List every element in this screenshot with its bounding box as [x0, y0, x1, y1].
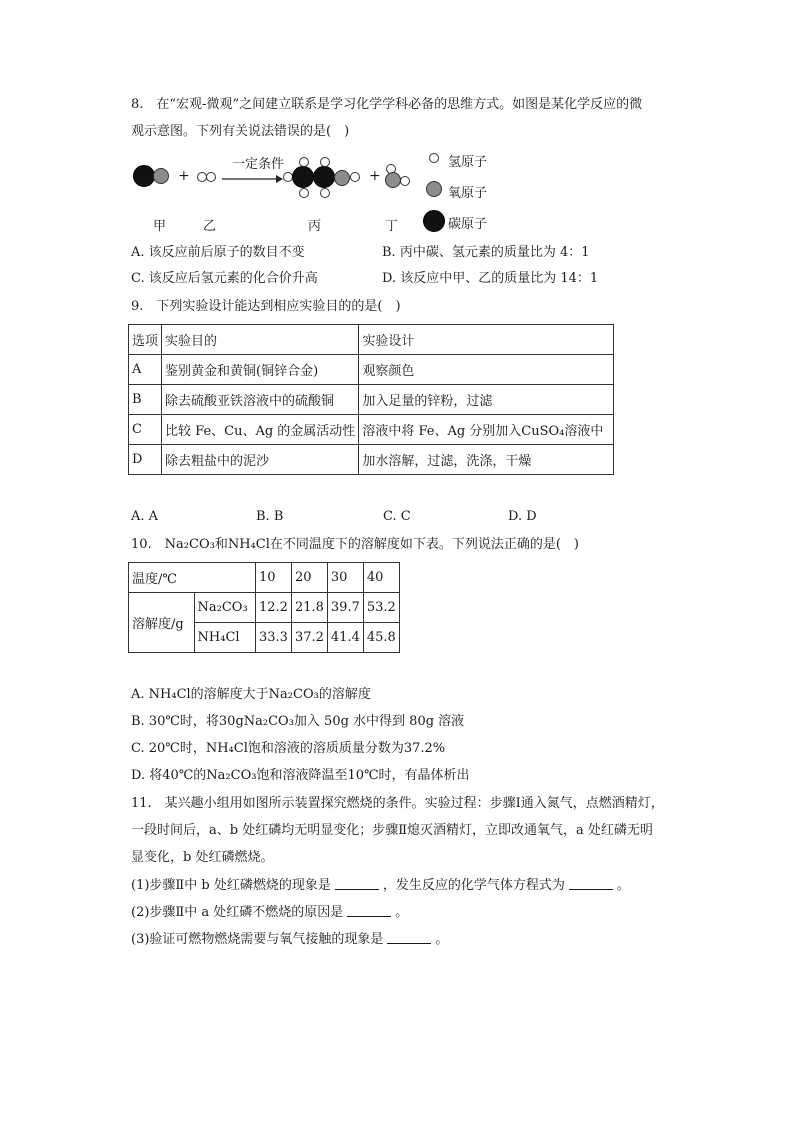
plus-sign: + [369, 168, 381, 184]
table-cell: 加水溶解，过滤，洗涤，干燥 [359, 445, 614, 475]
table-cell: 37.2 [291, 623, 327, 653]
q8-option-c: C. 该反应后氢元素的化合价升高 [131, 271, 318, 286]
hydrogen-atom [299, 157, 309, 167]
legend-oxygen: 氧原子 [448, 186, 488, 201]
table-cell: 41.4 [327, 623, 363, 653]
hydrogen-atom [206, 172, 216, 182]
carbon-atom [292, 166, 314, 188]
carbon-legend-icon [423, 210, 445, 232]
label-yi: 乙 [203, 219, 217, 234]
table-cell: C [129, 415, 162, 445]
table-cell: Na₂CO₃ [194, 593, 255, 623]
plus-sign: + [178, 168, 190, 184]
table-cell: NH₄Cl [194, 623, 255, 653]
oxygen-atom [385, 172, 401, 188]
answer-blank[interactable] [569, 878, 613, 890]
hydrogen-atom [320, 188, 330, 198]
table-cell: 溶液中将 Fe、Ag 分别加入CuSO₄溶液中 [359, 415, 614, 445]
q9-option-a: A. A [131, 509, 159, 524]
q11-part2-text-b: 。 [395, 905, 409, 920]
q11-part1-text-a: (1)步骤Ⅱ中 b 处红磷燃烧的现象是 [131, 878, 331, 893]
table-header-cell: 实验设计 [359, 325, 614, 355]
table-cell: 加入足量的锌粉，过滤 [359, 385, 614, 415]
q8-option-a: A. 该反应前后原子的数目不变 [131, 245, 305, 260]
table-header-cell: 30 [327, 563, 363, 593]
reaction-arrow-icon [222, 174, 284, 184]
hydrogen-atom [320, 157, 330, 167]
carbon-atom [313, 166, 335, 188]
table-cell: 除去硫酸亚铁溶液中的硫酸铜 [162, 385, 359, 415]
q9-stem: 9. 下列实验设计能达到相应实验目的的是( ) [131, 299, 401, 314]
hydrogen-atom [299, 188, 309, 198]
table-header-cell: 10 [256, 563, 292, 593]
answer-blank[interactable] [347, 905, 391, 917]
q10-option-c: C. 20℃时，NH₄Cl饱和溶液的溶质质量分数为37.2% [131, 741, 446, 756]
table-row [129, 385, 614, 415]
table-cell: A [129, 355, 162, 385]
hydrogen-atom [400, 176, 410, 186]
q11-part1-text-c: 。 [616, 878, 630, 893]
q11-part2-text-a: (2)步骤Ⅱ中 a 处红磷不燃烧的原因是 [131, 905, 344, 920]
oxygen-atom [153, 168, 169, 184]
table-cell: 33.3 [256, 623, 292, 653]
hydrogen-legend-icon [429, 153, 439, 163]
q11-part1 [131, 878, 630, 894]
table-cell: 12.2 [256, 593, 292, 623]
q11-stem-line1: 11. 某兴趣小组用如图所示装置探究燃烧的条件。实验过程：步骤Ⅰ通入氮气，点燃酒精灯， [131, 796, 664, 811]
legend-carbon: 碳原子 [448, 217, 488, 232]
q8-stem-line1: 8. 在“宏观-微观”之间建立联系是学习化学学科必备的思维方式。如图是某化学反应的微 [131, 97, 643, 112]
table-cell: 观察颜色 [359, 355, 614, 385]
table-cell: 除去粗盐中的泥沙 [162, 445, 359, 475]
legend-hydrogen: 氢原子 [448, 155, 488, 170]
table-row [129, 355, 614, 385]
table-row [129, 593, 400, 623]
table-cell: 21.8 [291, 593, 327, 623]
q11-stem-line2: 一段时间后，a、b 处红磷均无明显变化；步骤Ⅱ熄灭酒精灯，立即改通氧气，a 处红磷无明 [131, 823, 653, 838]
q11-stem-line3: 显变化，b 处红磷燃烧。 [131, 850, 274, 865]
oxygen-legend-icon [426, 181, 442, 197]
q9-option-b: B. B [256, 509, 284, 524]
reaction-condition: 一定条件 [232, 157, 285, 172]
table-header-row [129, 325, 614, 355]
q9-option-d: D. D [508, 509, 537, 524]
table-header-cell: 实验目的 [162, 325, 359, 355]
q8-option-d: D. 该反应中甲、乙的质量比为 14：1 [382, 271, 599, 286]
hydrogen-atom [350, 172, 360, 182]
q11-part3-text-a: (3)验证可燃物燃烧需要与氧气接触的现象是 [131, 932, 384, 947]
q10-option-d: D. 将40℃的Na₂CO₃饱和溶液降温至10℃时，有晶体析出 [131, 768, 470, 783]
table-cell: 39.7 [327, 593, 363, 623]
table-cell: 比较 Fe、Cu、Ag 的金属活动性 [162, 415, 359, 445]
oxygen-atom [334, 170, 350, 186]
q9-option-c: C. C [383, 509, 411, 524]
table-header-cell: 温度/℃ [129, 563, 256, 593]
q10-option-a: A. NH₄Cl的溶解度大于Na₂CO₃的溶解度 [131, 687, 371, 702]
q11-part1-text-b: ，发生反应的化学气体方程式为 [382, 878, 565, 893]
q8-option-b: B. 丙中碳、氢元素的质量比为 4：1 [382, 245, 590, 260]
table-cell: 53.2 [363, 593, 399, 623]
q10-option-b: B. 30℃时，将30gNa₂CO₃加入 50g 水中得到 80g 溶液 [131, 714, 465, 729]
carbon-atom [133, 165, 155, 187]
table-header-cell: 20 [291, 563, 327, 593]
q9-table [128, 324, 614, 475]
table-cell: 鉴别黄金和黄铜(铜锌合金) [162, 355, 359, 385]
table-header-row [129, 563, 400, 593]
q10-table [128, 562, 400, 653]
label-bing: 丙 [308, 219, 322, 234]
table-header-cell: 选项 [129, 325, 162, 355]
answer-blank[interactable] [387, 932, 431, 944]
label-jia: 甲 [153, 219, 167, 234]
q8-stem-line2: 观示意图。下列有关说法错误的是( ) [131, 124, 350, 139]
q11-part2 [131, 905, 408, 921]
table-cell: 45.8 [363, 623, 399, 653]
table-row [129, 415, 614, 445]
answer-blank[interactable] [335, 878, 379, 890]
label-ding: 丁 [385, 219, 399, 234]
table-cell: 溶解度/g [129, 593, 195, 653]
table-row [129, 445, 614, 475]
q11-part3 [131, 932, 448, 948]
q11-part3-text-b: 。 [435, 932, 449, 947]
table-header-cell: 40 [363, 563, 399, 593]
table-cell: D [129, 445, 162, 475]
q10-stem: 10. Na₂CO₃和NH₄Cl在不同温度下的溶解度如下表。下列说法正确的是( ) [131, 537, 579, 552]
table-cell: B [129, 385, 162, 415]
